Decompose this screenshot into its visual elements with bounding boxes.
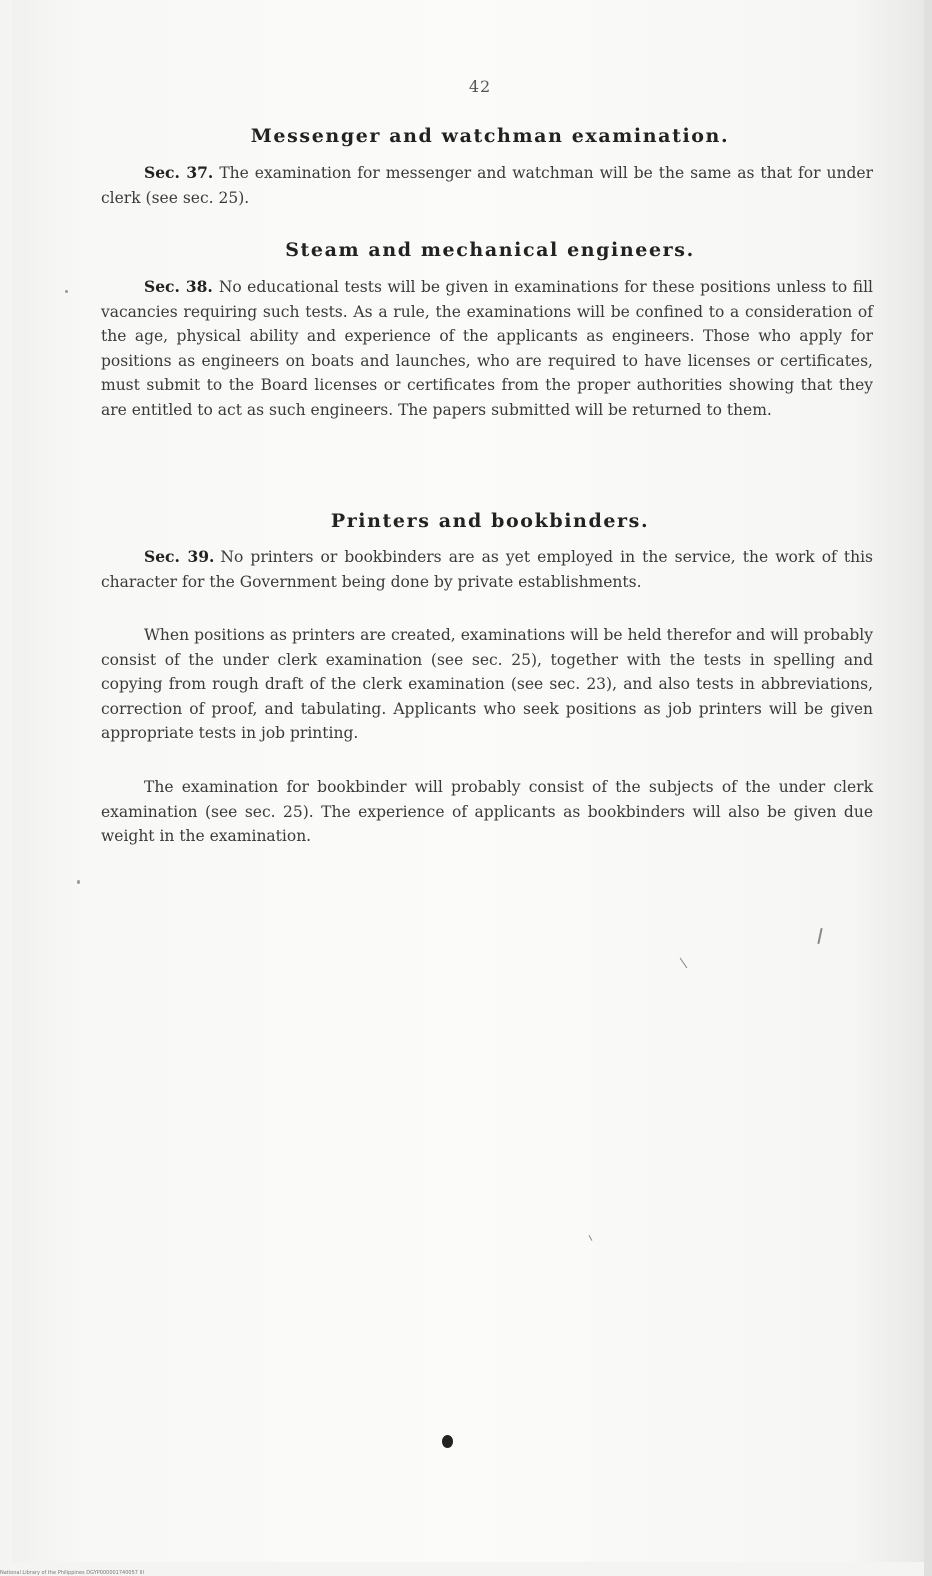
ink-speck (442, 1435, 453, 1448)
section-heading-printers-bookbinders: Printers and bookbinders. (330, 510, 650, 532)
section-label: Sec. 37. (144, 163, 214, 182)
paragraph-printers-exam (101, 623, 873, 746)
section-label: Sec. 38. (144, 277, 213, 296)
section-heading-steam-engineers: Steam and mechanical engineers. (285, 239, 695, 261)
page-edge-shadow (924, 0, 932, 1576)
paragraph-sec-39 (101, 545, 873, 594)
paragraph-text: No educational tests will be given in examinations for these positions unless to fill vacancies requiring such tests. As a rule, the examinations will be confined to a consideration of the age, physical ability and experience of the applicants as engineers. Those who apply for positions as engineers on boats and launches, who are required to have licenses or certificates, must submit to the Board licenses or certificates from the proper authorities showing that they are entitled to act as such engineers. The papers submitted will be returned to them. (101, 278, 873, 419)
section-label: Sec. 39. (144, 547, 215, 566)
paragraph-text: No printers or bookbinders are as yet employed in the service, the work of this character for the Government being done by private establishments. (101, 548, 873, 591)
section-heading-messenger-watchman: Messenger and watchman examination. (250, 125, 730, 147)
scan-dot (65, 290, 68, 293)
page-number: 42 (468, 77, 492, 96)
scan-dot (77, 880, 80, 884)
paragraph-bookbinder-exam (101, 775, 873, 849)
paragraph-text: The examination for bookbinder will probably consist of the subjects of the under clerk examination (see sec. 25). The experience of applicants as bookbinders will also be given due weight in the examination. (101, 778, 873, 845)
paragraph-text: The examination for messenger and watchman will be the same as that for under clerk (see sec. 25). (101, 164, 873, 207)
paragraph-text: When positions as printers are created, examinations will be held therefor and will probably consist of the under clerk examination (see sec. 25), together with the tests in spelling and copying from rough draft of the clerk examination (see sec. 23), and also tests in abbreviations, correction of proof, and tabulating. Applicants who seek positions as job printers will be given appropriate tests in job printing. (101, 626, 873, 742)
paragraph-sec-38 (101, 275, 873, 422)
paragraph-sec-37 (101, 161, 873, 210)
scan-credit: National Library of the Philippines DGYP000001740057 III (0, 1570, 144, 1576)
